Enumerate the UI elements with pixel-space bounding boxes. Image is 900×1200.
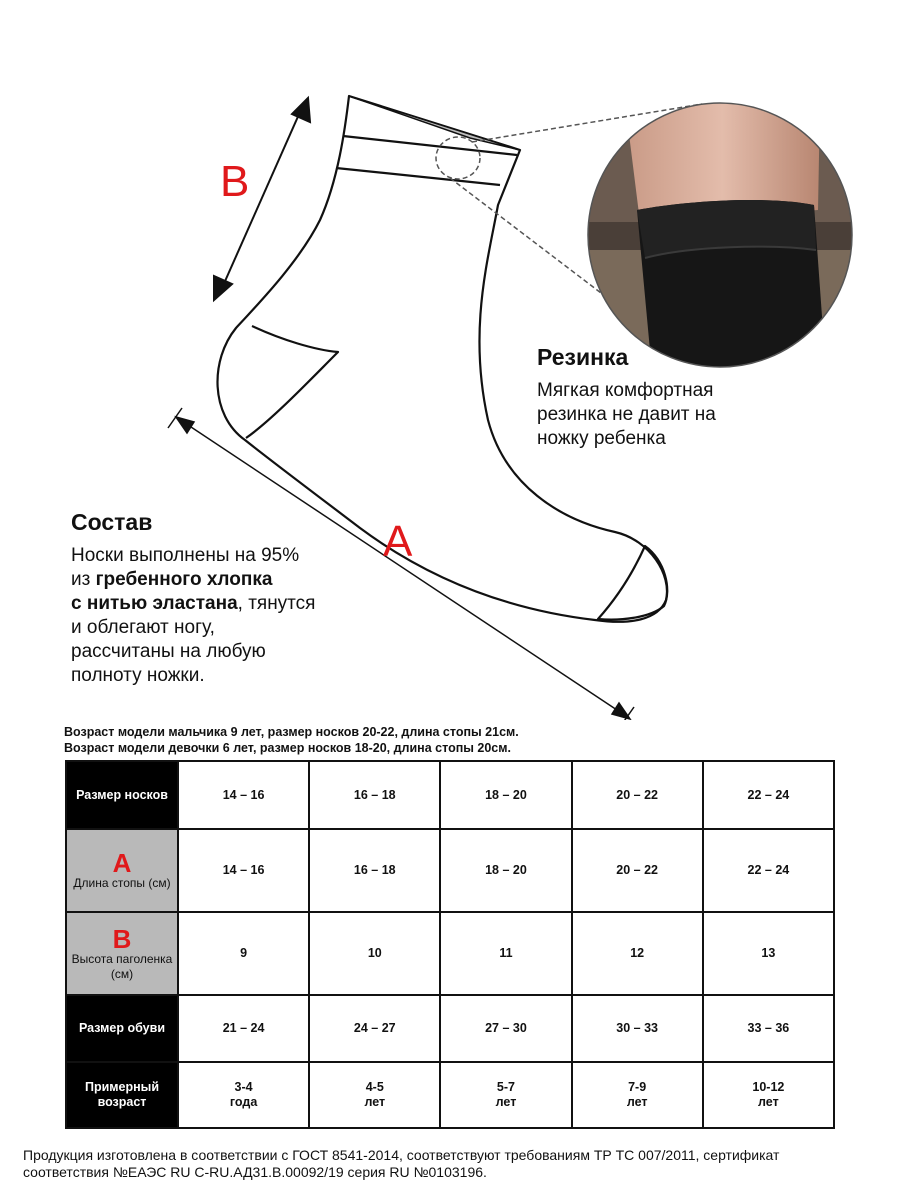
table-cell: 20 – 22 <box>572 761 703 829</box>
table-cell <box>309 1062 440 1128</box>
cuff-opening <box>349 96 520 150</box>
composition-line <box>71 592 371 616</box>
table-cell: 30 – 33 <box>572 995 703 1062</box>
table-row-sock-size <box>66 761 834 829</box>
age-unit: лет <box>495 1095 517 1109</box>
elastic-line: резинка не давит на <box>537 404 716 425</box>
composition-line: полноту ножки. <box>71 665 205 686</box>
table-cell <box>440 1062 571 1128</box>
zoom-marker <box>436 137 480 179</box>
row-header-letter: A <box>112 848 132 878</box>
composition-title: Состав <box>71 509 153 535</box>
row-header-foot-length <box>66 829 178 912</box>
table-row-shoe-size <box>66 995 834 1062</box>
composition-description <box>71 544 371 688</box>
table-cell: 18 – 20 <box>440 829 571 912</box>
table-cell <box>572 1062 703 1128</box>
composition-callout <box>71 509 371 688</box>
age-range: 10-12 <box>752 1080 785 1094</box>
row-header-letter: B <box>112 923 132 954</box>
composition-bold-text: гребенного хлопка <box>95 569 273 590</box>
composition-text: , тянутся <box>237 593 316 614</box>
table-cell: 22 – 24 <box>703 829 834 912</box>
composition-bold-text: с нитью эластана <box>71 593 238 614</box>
table-cell: 22 – 24 <box>703 761 834 829</box>
table-cell: 24 – 27 <box>309 995 440 1062</box>
table-cell: 12 <box>572 912 703 995</box>
table-cell: 16 – 18 <box>309 829 440 912</box>
table-cell: 16 – 18 <box>309 761 440 829</box>
age-unit: лет <box>626 1095 648 1109</box>
row-header-approx-age: Примерный возраст <box>66 1062 178 1128</box>
elastic-line: Мягкая комфортная <box>537 380 714 401</box>
age-unit: лет <box>364 1095 386 1109</box>
b-label: B <box>220 157 250 206</box>
model-note-boy: Возраст модели мальчика 9 лет, размер носков 20-22, длина стопы 21см. <box>64 725 519 739</box>
table-row-approx-age <box>66 1062 834 1128</box>
composition-line: и облегают ногу, <box>71 617 215 638</box>
row-header-label: Длина стопы (см) <box>73 876 171 890</box>
composition-line: Носки выполнены на 95% <box>71 545 300 566</box>
elastic-callout <box>537 344 797 451</box>
table-cell: 14 – 16 <box>178 761 309 829</box>
composition-text: из <box>71 569 96 590</box>
size-table <box>65 760 835 1129</box>
footer-line: соответствия №ЕАЭС RU C-RU.АД31.В.00092/19 серия RU №0103196. <box>23 1164 487 1180</box>
footer-line: Продукция изготовлена в соответствии с ГОСТ 8541-2014, соответствуют требованиям ТР ТС 007/2011, сертификат <box>23 1147 780 1163</box>
table-cell: 10 <box>309 912 440 995</box>
composition-line <box>71 568 371 592</box>
table-cell: 27 – 30 <box>440 995 571 1062</box>
row-header-leg-height <box>66 912 178 995</box>
age-range: 5-7 <box>496 1080 515 1094</box>
row-header-shoe-size: Размер обуви <box>66 995 178 1062</box>
certification-footer <box>23 1147 883 1181</box>
table-cell: 18 – 20 <box>440 761 571 829</box>
table-cell: 11 <box>440 912 571 995</box>
table-cell: 9 <box>178 912 309 995</box>
row-header-sock-size: Размер носков <box>66 761 178 829</box>
elastic-title: Резинка <box>537 344 629 370</box>
table-cell: 21 – 24 <box>178 995 309 1062</box>
model-note-girl: Возраст модели девочки 6 лет, размер носков 18-20, длина стопы 20см. <box>64 741 511 755</box>
table-cell: 20 – 22 <box>572 829 703 912</box>
age-range: 7-9 <box>628 1080 647 1094</box>
table-cell: 14 – 16 <box>178 829 309 912</box>
age-unit: лет <box>758 1095 779 1109</box>
age-range: 3-4 <box>234 1080 253 1094</box>
elastic-description <box>537 379 797 451</box>
table-row-foot-length <box>66 829 834 912</box>
table-cell <box>178 1062 309 1128</box>
a-label: A <box>383 517 413 566</box>
table-cell <box>703 1062 834 1128</box>
age-unit: года <box>229 1095 258 1109</box>
table-cell: 33 – 36 <box>703 995 834 1062</box>
elastic-line: ножку ребенка <box>537 428 666 449</box>
age-range: 4-5 <box>365 1080 384 1094</box>
table-cell: 13 <box>703 912 834 995</box>
composition-line: рассчитаны на любую <box>71 641 266 662</box>
row-header-label: Высота паголенка (см) <box>71 951 173 981</box>
table-row-leg-height <box>66 912 834 995</box>
